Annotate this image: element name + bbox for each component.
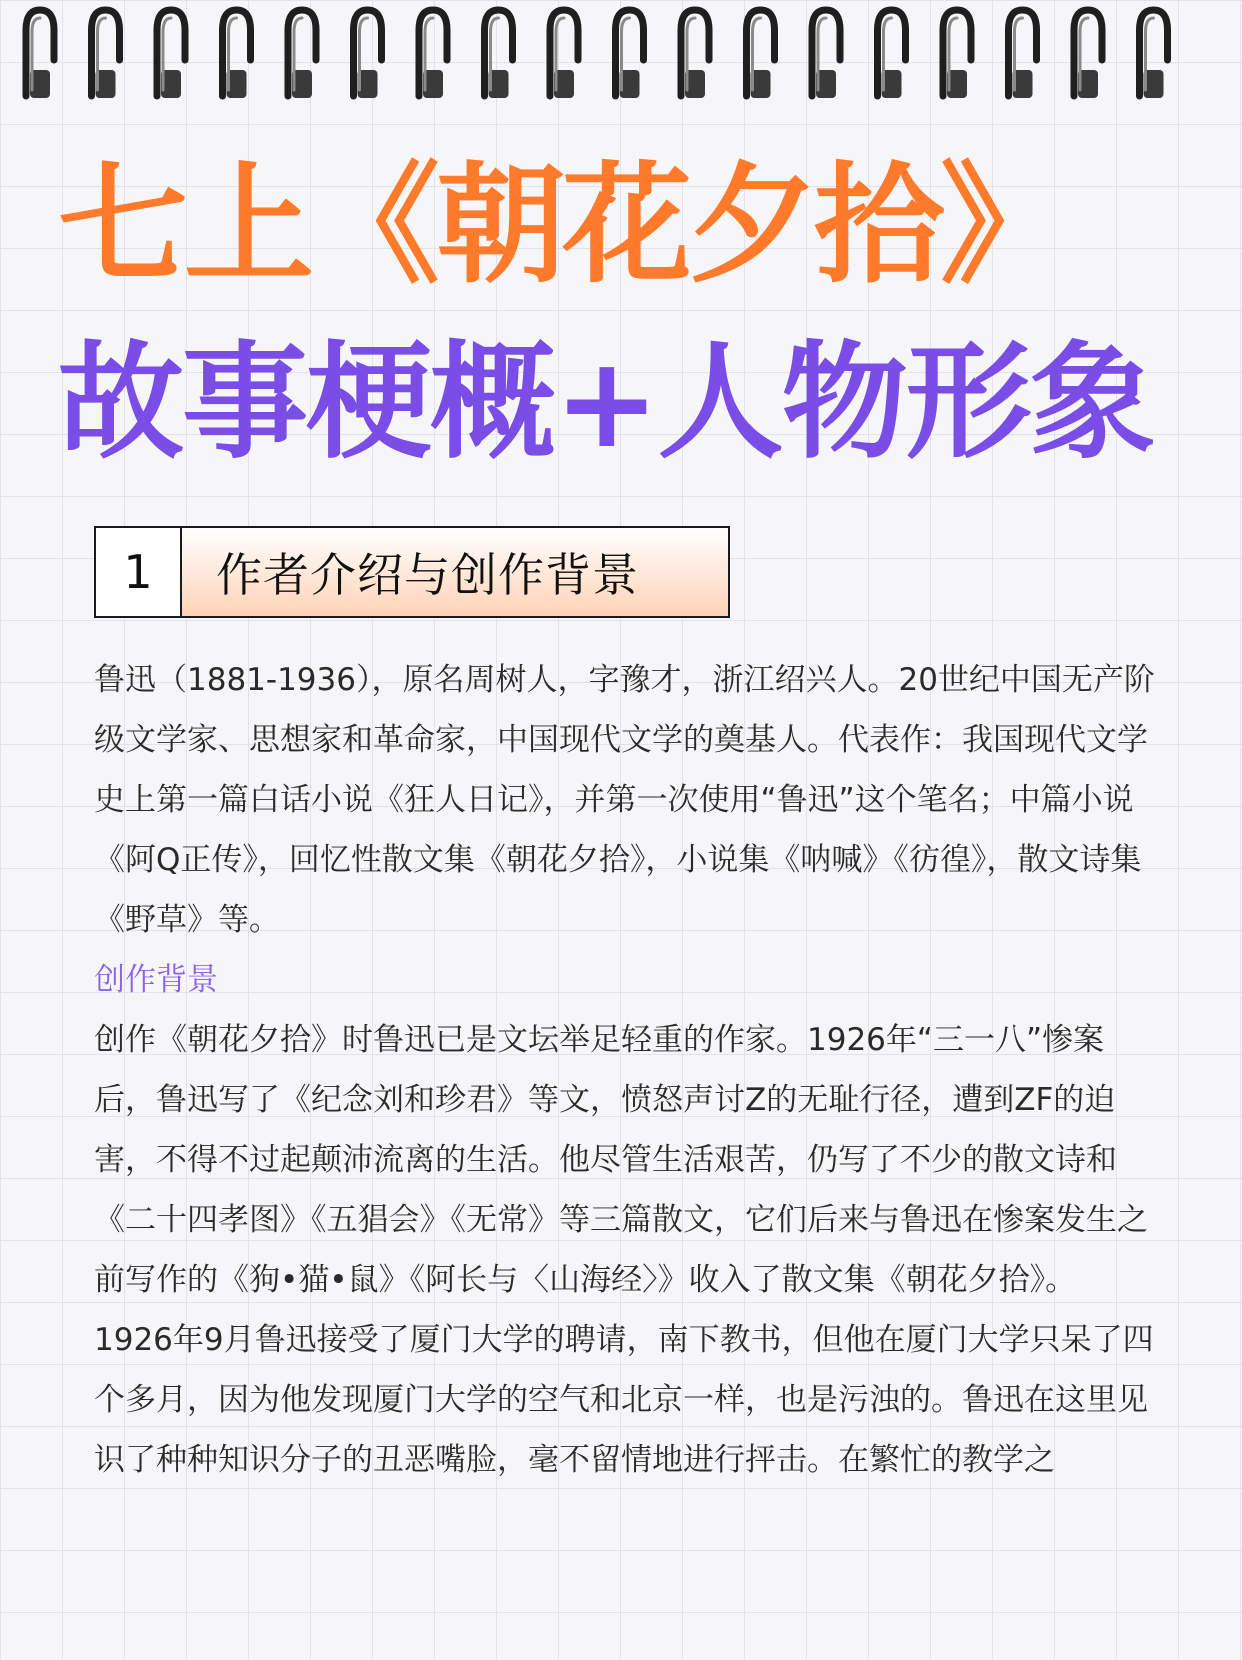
spiral-binding-rings-icon	[0, 0, 1242, 110]
background-subheading: 创作背景	[94, 962, 218, 998]
section-number: 1	[96, 528, 182, 616]
article-body	[94, 650, 1164, 1490]
background-paragraph-2: 1926年9月鲁迅接受了厦门大学的聘请，南下教书，但他在厦门大学只呆了四个多月，因为他发现厦门大学的空气和北京一样，也是污浊的。鲁迅在这里见识了种种知识分子的丑恶嘴脸，毫不留情地进行抨击。在繁忙的教学之	[94, 1322, 1154, 1478]
section-header	[94, 526, 730, 618]
author-intro-paragraph: 鲁迅（1881-1936），原名周树人，字豫才，浙江绍兴人。20世纪中国无产阶级文学家、思想家和革命家，中国现代文学的奠基人。代表作：我国现代文学史上第一篇白话小说《狂人日记》，并第一次使用“鲁迅”这个笔名；中篇小说《阿Q正传》，回忆性散文集《朝花夕拾》，小说集《呐喊》《彷徨》，散文诗集《野草》等。	[94, 662, 1155, 938]
title-line-2: 故事梗概+人物形象	[58, 329, 1154, 476]
background-paragraph-1: 创作《朝花夕拾》时鲁迅已是文坛举足轻重的作家。1926年“三一八”惨案后，鲁迅写了《纪念刘和珍君》等文，愤怒声讨Z的无耻行径，遭到ZF的迫害，不得不过起颠沛流离的生活。他尽管生活艰苦，仍写了不少的散文诗和《二十四孝图》《五猖会》《无常》等三篇散文，它们后来与鲁迅在惨案发生之前写作的《狗•猫•鼠》《阿长与〈山海经〉》收入了散文集《朝花夕拾》。	[94, 1022, 1148, 1298]
title-line-1: 七上《朝花夕拾》	[58, 149, 1067, 301]
section-title: 作者介绍与创作背景	[182, 528, 728, 616]
